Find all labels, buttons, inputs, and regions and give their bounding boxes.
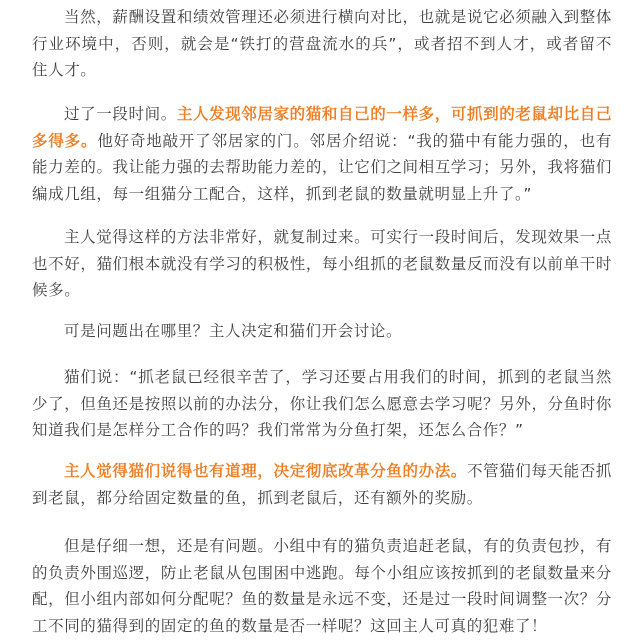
paragraph-6-highlight: 主人觉得猫们说得也有道理，决定彻底改革分鱼的办法。 (64, 462, 467, 480)
paragraph-5: 猫们说：“抓老鼠已经很辛苦了，学习还要占用我们的时间，抓到的老鼠当然少了，但鱼还是按照以前的办法分，你让我们怎么愿意去学习呢？另外，分鱼时你知道我们是怎样分工合作的吗？我们常常为分鱼打架，还怎么合作？” (32, 368, 612, 439)
paragraph-1: 当然，薪酬设置和绩效管理还必须进行横向对比，也就是说它必须融入到整体行业环境中，否则，就会是“铁打的营盘流水的兵”，或者招不到人才，或者留不住人才。 (32, 8, 612, 79)
paragraph-3: 主人觉得这样的方法非常好，就复制过来。可实行一段时间后，发现效果一点也不好，猫们根本就没有学习的积极性，每小组抓的老鼠数量反而没有以前单干时候多。 (32, 228, 612, 299)
paragraph-2-start: 过了一段时间。 (64, 105, 177, 123)
paragraph-2-highlight: 主人发现邻居家的猫和自己的一样多，可抓到的老鼠却比自己多得多。 (32, 105, 612, 150)
paragraph-4: 可是问题出在哪里？主人决定和猫们开会讨论。 (64, 322, 403, 340)
paragraph-6-rest: 不管猫们每天能否抓到老鼠，都分给固定数量的鱼，抓到老鼠后，还有额外的奖励。 (32, 462, 612, 507)
paragraph-2-rest: 他好奇地敲开了邻居家的门。邻居介绍说：“我的猫中有能力强的，也有能力差的。我让能力强的去帮助能力差的，让它们之间相互学习；另外，我将猫们编成几组，每一组猫分工配合，这样，抓到老鼠的数量就明显上升了。” (32, 131, 613, 203)
paragraph-7: 但是仔细一想，还是有问题。小组中有的猫负责追赶老鼠，有的负责包抄，有的负责外围巡逻，防止老鼠从包围困中逃跑。每个小组应该按抓到的老鼠数量来分配，但小组内部如何分配呢？鱼的数量是永远不变，还是过一段时间调整一次？分工不同的猫得到的固定的鱼的数量是否一样呢？这回主人可真的犯难了！ (32, 537, 612, 635)
paragraph-2 (32, 101, 612, 207)
paragraph-6 (32, 458, 612, 511)
